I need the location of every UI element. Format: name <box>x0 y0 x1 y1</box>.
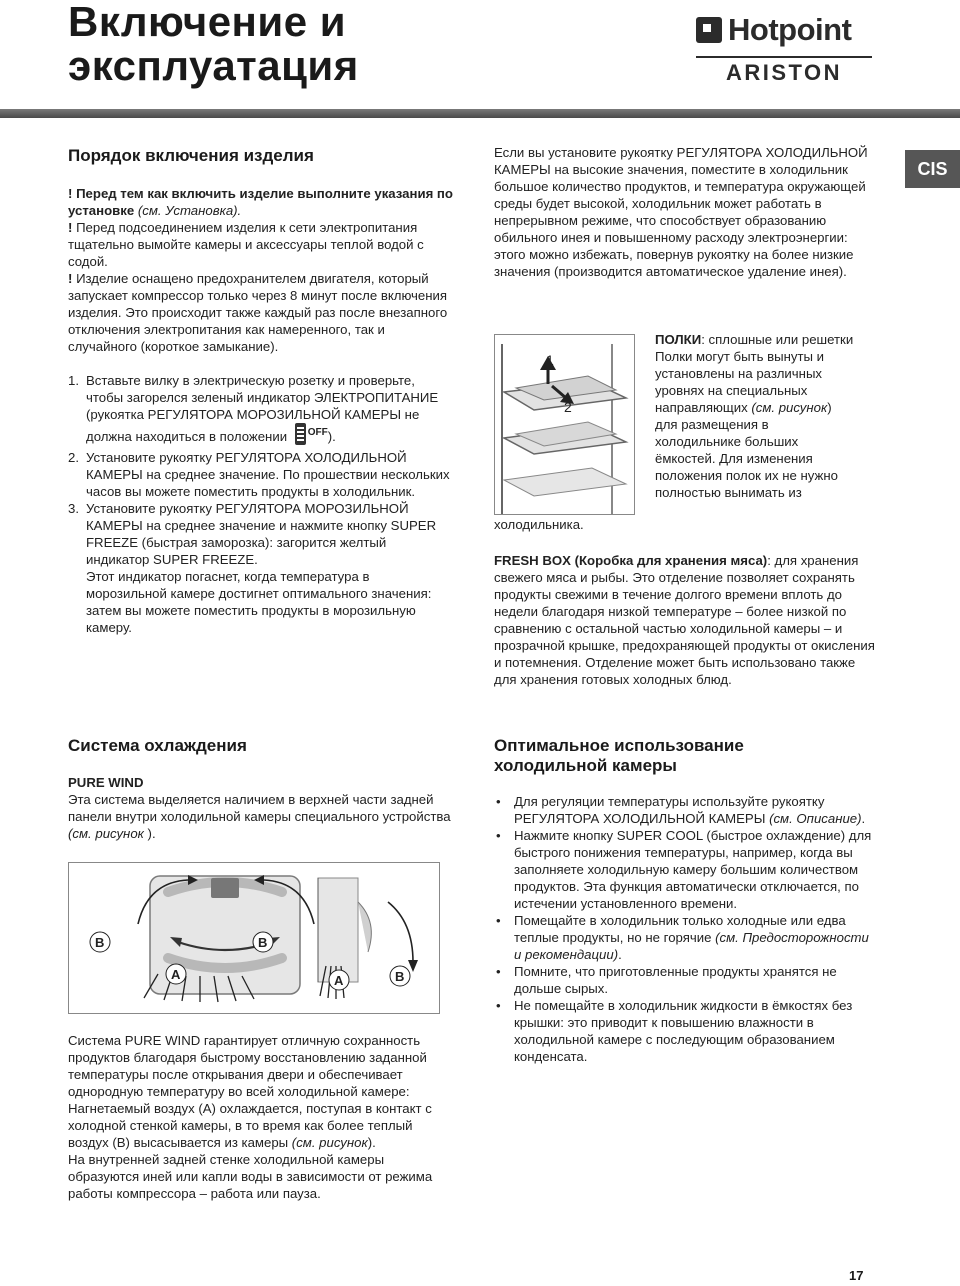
warning-3: ! Изделие оснащено предохранителем двигателя, который запускает компрессор только через 8 минут после включения изделия. Это происходит также каждый раз после внезапного отключения электропитания как намеренного, так и случайного (короткое замыкание). <box>68 271 448 354</box>
tip-1: • Для регуляции температуры используйте рукоятку РЕГУЛЯТОРА ХОЛОДИЛЬНОЙ КАМЕРЫ (см. Описание). <box>496 794 866 826</box>
section-cooling-heading: Система охлаждения <box>68 736 247 755</box>
pure-wind-intro: Эта система выделяется наличием в верхней части задней панели внутри холодильной камеры специального устройства (см. рисунок ). <box>68 792 451 841</box>
label-b-side: B <box>395 969 405 984</box>
off-position-icon <box>295 423 306 445</box>
tip-3: • Помещайте в холодильник только холодные или едва теплые продукты, но не горячие (см. Предосторожности и рекомендации). <box>496 913 869 962</box>
shelves-title: ПОЛКИ: сплошные или решетки <box>655 332 854 347</box>
fig-num-1: 1 <box>546 352 554 368</box>
label-b-left: B <box>95 935 105 950</box>
region-tab: CIS <box>905 150 960 188</box>
brand-name: Hotpoint <box>728 12 852 47</box>
section-startup <box>68 146 453 636</box>
pure-wind-body-1: Система PURE WIND гарантирует отличную сохранность продуктов благодаря быстрому восстановлению заданной температуры после открывания двери и обеспечивает однородную температуру во всей холодильной камере: Нагнетаемый воздух (A) охлаждается, поступая в контакт с холодной стенкой камеры, в то время как более теплый воздух (B) высасывается из камеры (см. рисунок). <box>68 1033 432 1150</box>
pure-wind-body-2: На внутренней задней стенке холодильной камеры образуются иней или капли воды в зависимости от режима работы компрессора – работа или пауза. <box>68 1152 433 1201</box>
label-b-right: B <box>258 935 268 950</box>
tips-list <box>494 793 876 1065</box>
warning-2: ! Перед подсоединением изделия к сети электропитания тщательно вымойте камеры и аксессуары теплой водой с содой. <box>68 220 424 269</box>
section-startup-heading: Порядок включения изделия <box>68 146 314 165</box>
fig-num-2: 2 <box>564 399 572 415</box>
brand-logo <box>696 12 876 92</box>
step-1: 1. Вставьте вилку в электрическую розетку и проверьте, чтобы загорелся зеленый индикатор ЭЛЕКТРОПИТАНИЕ (рукоятка РЕГУЛЯТОРА МОРОЗИЛЬНОЙ КАМЕРЫ не должна находиться в положении $^{OFF}$). <box>68 373 439 444</box>
page-title <box>68 0 359 88</box>
header-bar <box>0 109 960 118</box>
brand-sub: ARISTON <box>725 60 843 85</box>
section-optimal-use-heading: Оптимальное использование холодильной камеры <box>494 736 744 775</box>
shelves-body: Полки могут быть вынуты и установлены на различных уровнях на специальных направляющих (см. рисунок) для размещения в холодильнике больших ёмкостей. Для изменения положения полок их не нужно полностью вынимать из <box>655 349 838 500</box>
title-line-2: эксплуатация <box>68 42 359 89</box>
brand-mark-icon <box>696 17 722 43</box>
shelves-figure <box>494 330 644 520</box>
startup-steps <box>68 372 453 636</box>
tip-2: • Нажмите кнопку SUPER COOL (быстрое охлаждение) для быстрого понижения температуры, например, когда вы заполняете холодильную камеру большим количеством продуктов. Эта функция автоматически отключается, по истечении установленного времени. <box>496 828 872 911</box>
pure-wind-title: PURE WIND <box>68 775 144 790</box>
section-optimal-use <box>494 736 876 1065</box>
shelves-tail: холодильника. <box>494 517 584 532</box>
tip-5: • Не помещайте в холодильник жидкости в ёмкостях без крышки: это приводит к повышению влажности в холодильной камере с последующим образованием конденсата. <box>496 998 853 1064</box>
section-cooling <box>68 736 453 842</box>
fresh-box <box>494 552 876 688</box>
title-line-1: Включение и <box>68 0 347 45</box>
fresh-box-paragraph: FRESH BOX (Коробка для хранения мяса): для хранения свежего мяса и рыбы. Это отделение позволяет сохранять продукты свежими в течение долгого времени вплоть до недели благодаря низкой температуре – более низкой по сравнению с остальной частью холодильной камеры – и прозрачной крышке, предохраняющей продукты от окисления и потемнения. Отделение может быть использовано также для хранения готовых холодных блюд. <box>494 553 875 687</box>
pure-wind-body <box>68 1032 453 1202</box>
warning-1: ! Перед тем как включить изделие выполните указания по установке (см. Установка). <box>68 186 453 218</box>
continuous-mode-paragraph: Если вы установите рукоятку РЕГУЛЯТОРА ХОЛОДИЛЬНОЙ КАМЕРЫ на высокие значения, поместите в холодильник большое количество продуктов, и температура окружающей среды будет высокой, холодильник может работать в непрерывном режиме, что способствует образованию обильного инея и повышенному расходу электроэнергии: этого можно избежать, повернув рукоятку на более низкие значения (производится автоматическое удаление инея). <box>494 145 868 279</box>
section-right-top <box>494 144 874 280</box>
shelves-text <box>655 331 855 501</box>
brand-divider <box>696 56 872 58</box>
label-a-left: A <box>171 967 181 982</box>
page-number: 17 <box>849 1268 864 1283</box>
pure-wind-figure <box>68 862 440 1014</box>
step-2: 2. Установите рукоятку РЕГУЛЯТОРА ХОЛОДИЛЬНОЙ КАМЕРЫ на среднее значение. По прошествии нескольких часов вы можете поместить продукты в холодильник. <box>68 450 450 499</box>
label-a-right: A <box>334 973 344 988</box>
step-3: 3. Установите рукоятку РЕГУЛЯТОРА МОРОЗИЛЬНОЙ КАМЕРЫ на среднее значение и нажмите кнопку SUPER FREEZE (быстрая заморозка): загорится желтый индикатор SUPER FREEZE. Этот индикатор погаснет, когда температура в морозильной камере достигнет оптимального значения: затем вы можете поместить продукты в морозильную камеру. <box>68 501 437 635</box>
tip-4: • Помните, что приготовленные продукты хранятся не дольше сырых. <box>496 964 837 996</box>
